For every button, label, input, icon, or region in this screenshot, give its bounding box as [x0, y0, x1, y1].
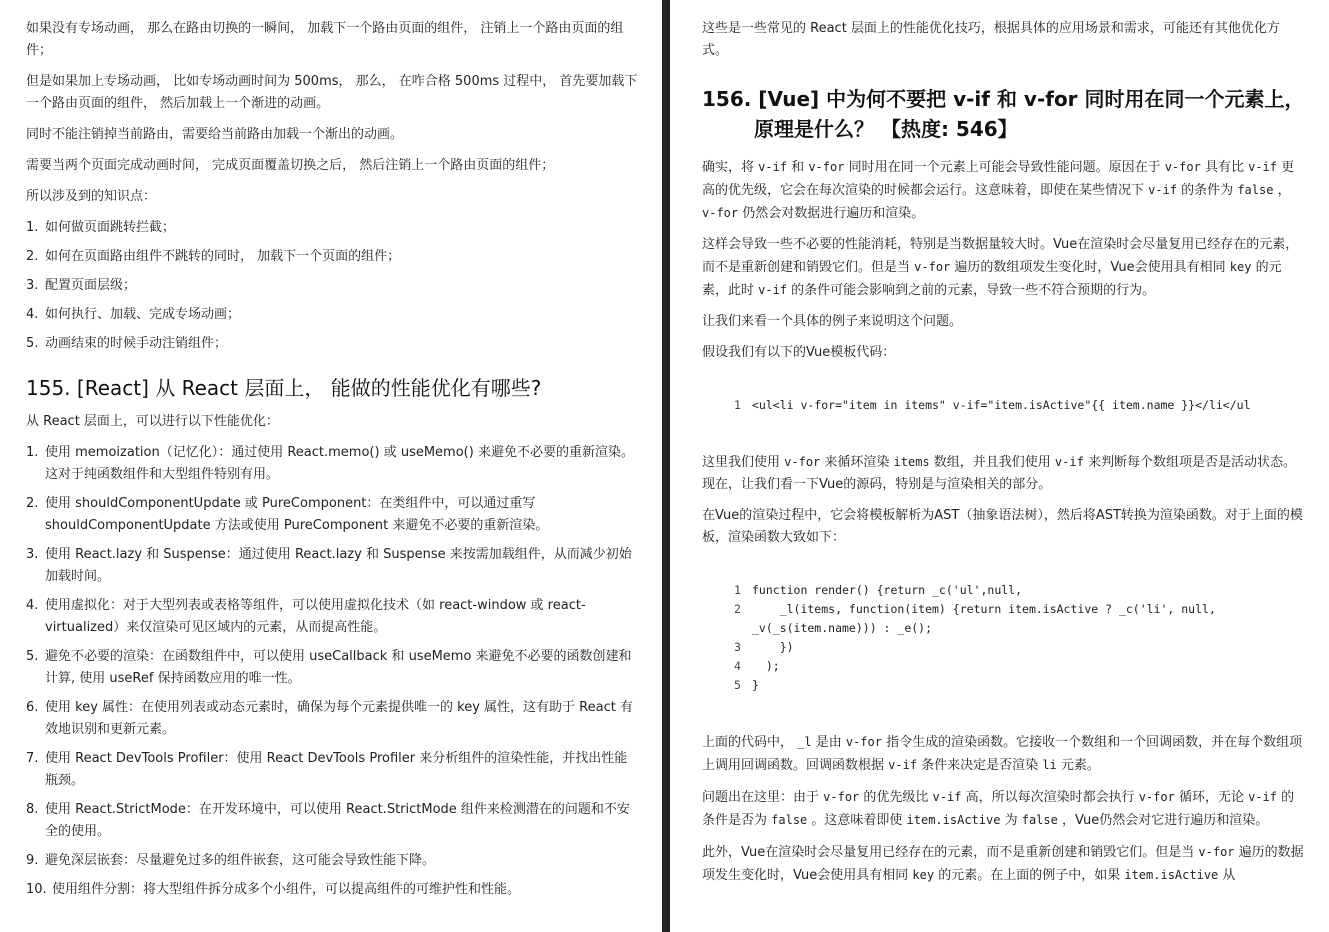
paragraph: 问题出在这里：由于 v-for 的优先级比 v-if 高，所以每次渲染时都会执行 v-for 循环，无论 v-if 的条件是否为 false 。这意味着即使 item.isActive 为 false ，Vue仍然会对它进行遍历和渲染。 — [702, 790, 1295, 828]
list-item — [26, 646, 638, 690]
paragraph: 从 React 层面上，可以进行以下性能优化： — [26, 414, 279, 429]
list-number: 1. — [26, 220, 39, 235]
list-text: 使用 React DevTools Profiler：使用 React DevTools Profiler 来分析组件的渲染性能，并找出性能瓶颈。 — [45, 751, 628, 788]
list-item — [26, 879, 638, 901]
paragraph: 确实，将 v-if 和 v-for 同时用在同一个元素上可能会导致性能问题。原因在于 v-for 具有比 v-if 更高的优先级，它会在每次渲染的时候都会运行。这意味着，即使在某些情况下 v-if 的条件为 false ， v-for 仍然会对数据进行遍历和渲染。 — [702, 160, 1295, 221]
list-number: 7. — [26, 751, 39, 766]
list-number: 4. — [26, 598, 39, 613]
list-number: 9. — [26, 853, 39, 868]
list-number: 2. — [26, 249, 39, 264]
list-item — [26, 748, 638, 792]
paragraph: 这样会导致一些不必要的性能消耗，特别是当数据量较大时。Vue在渲染时会尽量复用已经存在的元素，而不是重新创建和销毁它们。但是当 v-for 遍历的数组项发生变化时，Vue会使用具有相同 key 的元素，此时 v-if 的条件可能会影响到之前的元素，导致一些不符合预期的行为。 — [702, 237, 1299, 298]
list-text: 避免不必要的渲染：在函数组件中，可以使用 useCallback 和 useMemo 来避免不必要的函数创建和计算, 使用 useRef 保持函数应用的唯一性。 — [45, 649, 632, 686]
code-line: _v(_s(item.name))) : _e(); — [752, 621, 933, 635]
paragraph: 在Vue的渲染过程中，它会将模板解析为AST（抽象语法树），然后将AST转换为渲染函数。对于上面的模板，渲染函数大致如下： — [702, 508, 1303, 545]
optimization-tips-list — [26, 442, 638, 901]
list-item — [26, 333, 638, 355]
paragraph: 所以涉及到的知识点： — [26, 189, 157, 204]
code-line: 3 }) — [734, 640, 794, 654]
knowledge-points-list — [26, 217, 638, 355]
code-line: 1 function render() {return _c('ul',null, — [734, 583, 1023, 597]
list-text: 使用 memoization（记忆化）：通过使用 React.memo() 或 useMemo() 来避免不必要的重新渲染。这对于纯函数组件和大型组件特别有用。 — [45, 445, 634, 482]
list-text: 如何在页面路由组件不跳转的同时， 加载下一个页面的组件； — [45, 249, 401, 264]
list-item — [26, 442, 638, 486]
paragraph: 让我们来看一个具体的例子来说明这个问题。 — [702, 314, 963, 329]
list-text: 使用 shouldComponentUpdate 或 PureComponent：在类组件中，可以通过重写 shouldComponentUpdate 方法或使用 PureComponent 来避免不必要的重新渲染。 — [45, 496, 549, 533]
paragraph: 这些是一些常见的 React 层面上的性能优化技巧，根据具体的应用场景和需求，可能还有其他优化方式。 — [702, 21, 1280, 58]
list-text: 如何执行、加载、完成专场动画； — [45, 307, 241, 322]
list-number: 1. — [26, 445, 39, 460]
list-item — [26, 595, 638, 639]
list-text: 使用 React.StrictMode：在开发环境中，可以使用 React.StrictMode 组件来检测潜在的问题和不安全的使用。 — [45, 802, 630, 839]
paragraph: 假设我们有以下的Vue模板代码： — [702, 345, 896, 360]
list-number: 8. — [26, 802, 39, 817]
list-text: 如何做页面跳转拦截； — [45, 220, 176, 235]
code-line: 5 } — [734, 678, 759, 692]
list-item — [26, 304, 638, 326]
list-number: 4. — [26, 307, 39, 322]
list-item — [26, 246, 638, 268]
list-item — [26, 697, 638, 741]
list-text: 使用 key 属性：在使用列表或动态元素时，确保为每个元素提供唯一的 key 属性，这有助于 React 有效地识别和更新元素。 — [45, 700, 633, 737]
list-number: 3. — [26, 278, 39, 293]
left-page — [0, 0, 662, 932]
list-number: 2. — [26, 496, 39, 511]
right-page — [670, 0, 1329, 932]
list-item — [26, 799, 638, 843]
list-text: 避免深层嵌套：尽量避免过多的组件嵌套，这可能会导致性能下降。 — [45, 853, 436, 868]
paragraph: 上面的代码中， _l 是由 v-for 指令生成的渲染函数。它接收一个数组和一个回调函数，并在每个数组项上调用回调函数。回调函数根据 v-if 条件来决定是否渲染 li 元素。 — [702, 735, 1303, 773]
page-divider — [662, 0, 670, 932]
code-block-template — [702, 382, 1305, 429]
paragraph: 需要当两个页面完成动画时间， 完成页面覆盖切换之后， 然后注销上一个路由页面的组件； — [26, 158, 555, 173]
list-item — [26, 493, 638, 537]
code-line: 1 <ul<li v-for="item in items" v-if="item.isActive"{{ item.name }}</li</ul — [734, 398, 1251, 412]
list-text: 使用虚拟化：对于大型列表或表格等组件，可以使用虚拟化技术（如 react-window 或 react-virtualized）来仅渲染可见区域内的元素，从而提高性能。 — [45, 598, 586, 635]
list-number: 5. — [26, 336, 39, 351]
list-text: 配置页面层级； — [45, 278, 137, 293]
list-number: 3. — [26, 547, 39, 562]
paragraph: 如果没有专场动画， 那么在路由切换的一瞬间， 加载下一个路由页面的组件， 注销上一个路由页面的组件； — [26, 21, 624, 58]
code-block-render — [702, 567, 1305, 709]
paragraph: 同时不能注销掉当前路由，需要给当前路由加载一个渐出的动画。 — [26, 127, 404, 142]
list-number: 6. — [26, 700, 39, 715]
code-line: 4 ); — [734, 659, 780, 673]
list-text: 使用组件分割：将大型组件拆分成多个小组件，可以提高组件的可维护性和性能。 — [52, 882, 521, 897]
section-heading: 156. [Vue] 中为何不要把 v-if 和 v-for 同时用在同一个元素上， 原理是什么？ 【热度: 546】 — [702, 87, 1305, 141]
section-heading: 155. [React] 从 React 层面上， 能做的性能优化有哪些? — [26, 376, 542, 400]
code-line: 2 _l(items, function(item) {return item.isActive ? _c('li', null, — [734, 602, 1216, 616]
list-text: 动画结束的时候手动注销组件； — [45, 336, 228, 351]
list-item — [26, 275, 638, 297]
list-item — [26, 850, 638, 872]
list-item — [26, 544, 638, 588]
paragraph: 但是如果加上专场动画， 比如专场动画时间为 500ms， 那么， 在咋合格 500ms 过程中， 首先要加载下一个路由页面的组件， 然后加载上一个渐进的动画。 — [26, 74, 638, 111]
paragraph: 此外，Vue在渲染时会尽量复用已经存在的元素，而不是重新创建和销毁它们。但是当 v-for 遍历的数据项发生变化时，Vue会使用具有相同 key 的元素。在上面的例子中，如果 item.isActive 从 — [702, 845, 1304, 883]
list-number: 5. — [26, 649, 39, 664]
list-text: 使用 React.lazy 和 Suspense：通过使用 React.lazy 和 Suspense 来按需加载组件，从而减少初始加载时间。 — [45, 547, 632, 584]
list-item — [26, 217, 638, 239]
paragraph: 这里我们使用 v-for 来循环渲染 items 数组，并且我们使用 v-if 来判断每个数组项是否是活动状态。现在，让我们看一下Vue的源码，特别是与渲染相关的部分。 — [702, 455, 1296, 492]
list-number: 10. — [26, 882, 47, 897]
